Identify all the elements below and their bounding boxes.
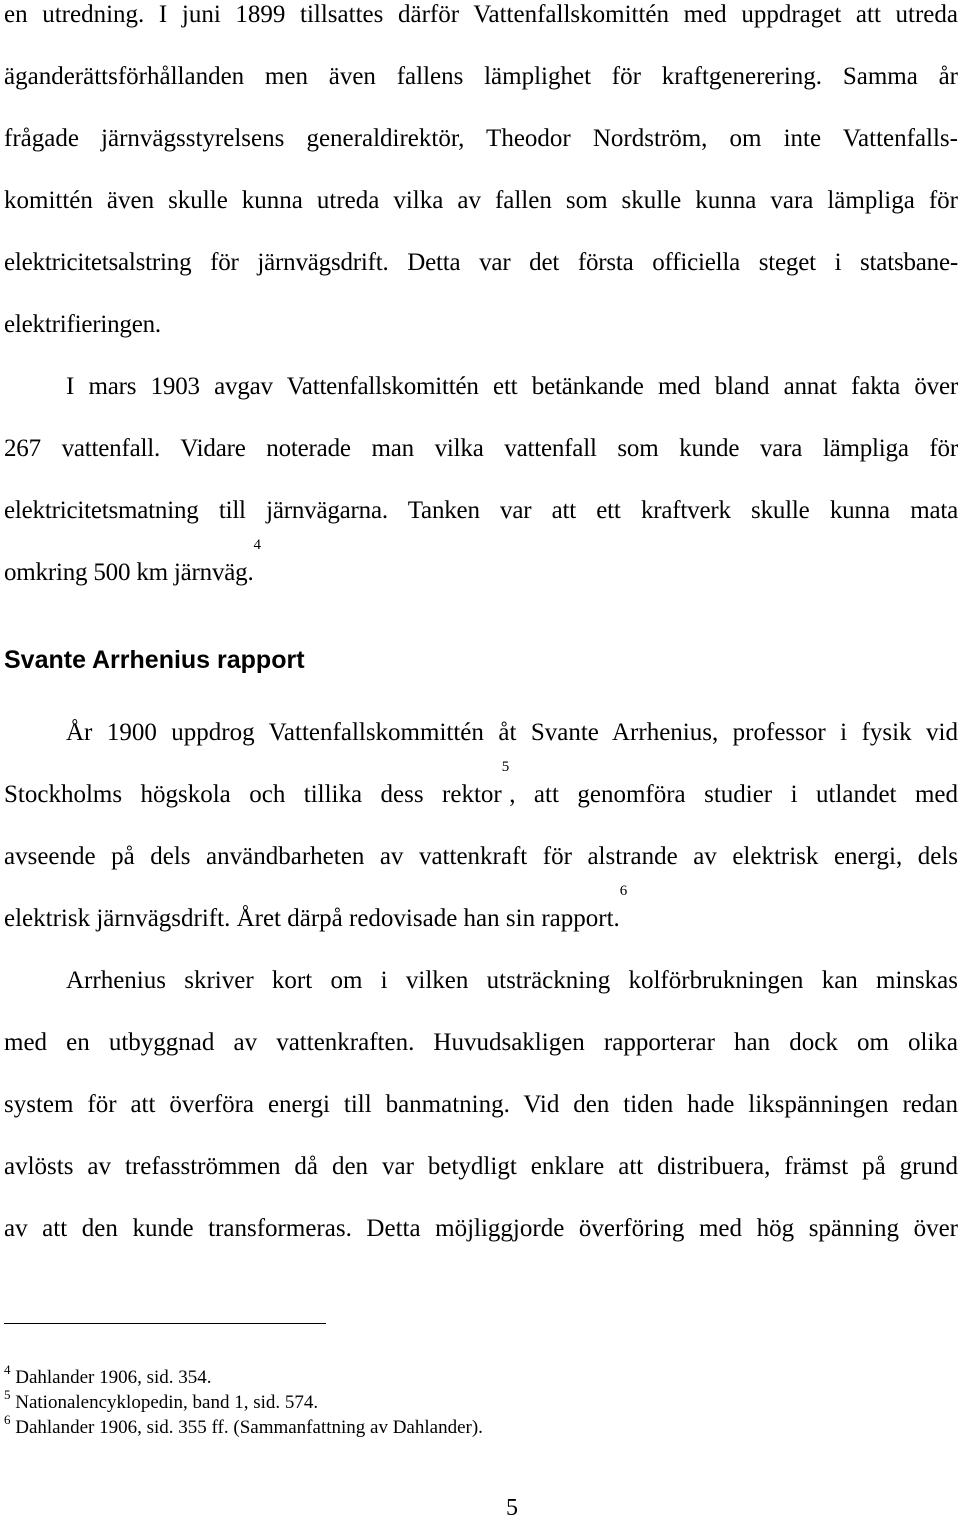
footnote-separator bbox=[4, 1323, 326, 1324]
footnote-reference: 6 bbox=[619, 883, 628, 899]
section-heading: Svante Arrhenius rapport bbox=[4, 646, 305, 674]
text-line: med en utbyggnad av vattenkraften. Huvudsakligen rapporterar han dock om olika bbox=[4, 1029, 958, 1056]
footnote-number: 6 bbox=[4, 1412, 11, 1427]
text-line: avlösts av trefasströmmen då den var betydligt enklare att distribuera, främst på grund bbox=[4, 1153, 958, 1180]
text-line: av att den kunde transformeras. Detta möjliggjorde överföring med hög spänning över bbox=[4, 1215, 958, 1242]
text-line: År 1900 uppdrog Vattenfallskommittén åt Svante Arrhenius, professor i fysik vid bbox=[66, 719, 958, 746]
footnote-reference: 4 bbox=[253, 537, 261, 553]
text-line: avseende på dels användbarheten av vattenkraft för alstrande av elektrisk energi, dels bbox=[4, 843, 958, 870]
text-line bbox=[4, 537, 958, 604]
footnote bbox=[4, 1412, 904, 1440]
text-line-content: Stockholms högskola och tillika dess rektor bbox=[4, 781, 502, 808]
text-line: elektrifieringen. bbox=[4, 311, 161, 338]
body-paragraph bbox=[4, 0, 958, 356]
text-line: elektricitetsalstring för järnvägsdrift. Detta var det första officiella steget i statsbane- bbox=[4, 249, 958, 276]
body-paragraph bbox=[4, 702, 958, 950]
text-line: I mars 1903 avgav Vattenfallskomittén ett betänkande med bland annat fakta över bbox=[66, 373, 958, 400]
text-line bbox=[4, 759, 958, 826]
text-line-content: elektrisk järnvägsdrift. Året därpå redovisade han sin rapport. bbox=[4, 905, 620, 932]
text-line-content: , att genomföra studier i utlandet med bbox=[509, 781, 958, 808]
footnote-number: 4 bbox=[4, 1362, 11, 1377]
text-line: system för att överföra energi till banmatning. Vid den tiden hade likspänningen redan bbox=[4, 1091, 958, 1118]
footnote-text: Nationalencyklopedin, band 1, sid. 574. bbox=[15, 1392, 319, 1413]
text-line: 267 vattenfall. Vidare noterade man vilka vattenfall som kunde vara lämpliga för bbox=[4, 435, 958, 462]
text-line: en utredning. I juni 1899 tillsattes därför Vattenfallskomittén med uppdraget att utreda bbox=[4, 1, 958, 28]
footnote bbox=[4, 1362, 904, 1390]
text-line: äganderättsförhållanden men även fallens lämplighet för kraftgenerering. Samma år bbox=[4, 63, 958, 90]
footnotes bbox=[4, 1362, 904, 1440]
text-line-content: omkring 500 km järnväg. bbox=[4, 559, 254, 586]
footnote-text: Dahlander 1906, sid. 355 ff. (Sammanfattning av Dahlander). bbox=[15, 1417, 483, 1438]
text-line: frågade järnvägsstyrelsens generaldirektör, Theodor Nordström, om inte Vattenfalls- bbox=[4, 125, 958, 152]
footnote-reference: 5 bbox=[501, 759, 510, 775]
footnote-number: 5 bbox=[4, 1387, 11, 1402]
body-paragraph bbox=[4, 356, 958, 604]
footnote-text: Dahlander 1906, sid. 354. bbox=[15, 1367, 212, 1388]
text-line bbox=[4, 883, 958, 950]
text-line: elektricitetsmatning till järnvägarna. Tanken var att ett kraftverk skulle kunna mata bbox=[4, 497, 958, 524]
text-line: Arrhenius skriver kort om i vilken utsträckning kolförbrukningen kan minskas bbox=[66, 967, 958, 994]
text-line: komittén även skulle kunna utreda vilka av fallen som skulle kunna vara lämpliga för bbox=[4, 187, 958, 214]
footnote bbox=[4, 1387, 904, 1415]
page-number: 5 bbox=[506, 1495, 518, 1521]
body-paragraph bbox=[4, 950, 958, 1260]
